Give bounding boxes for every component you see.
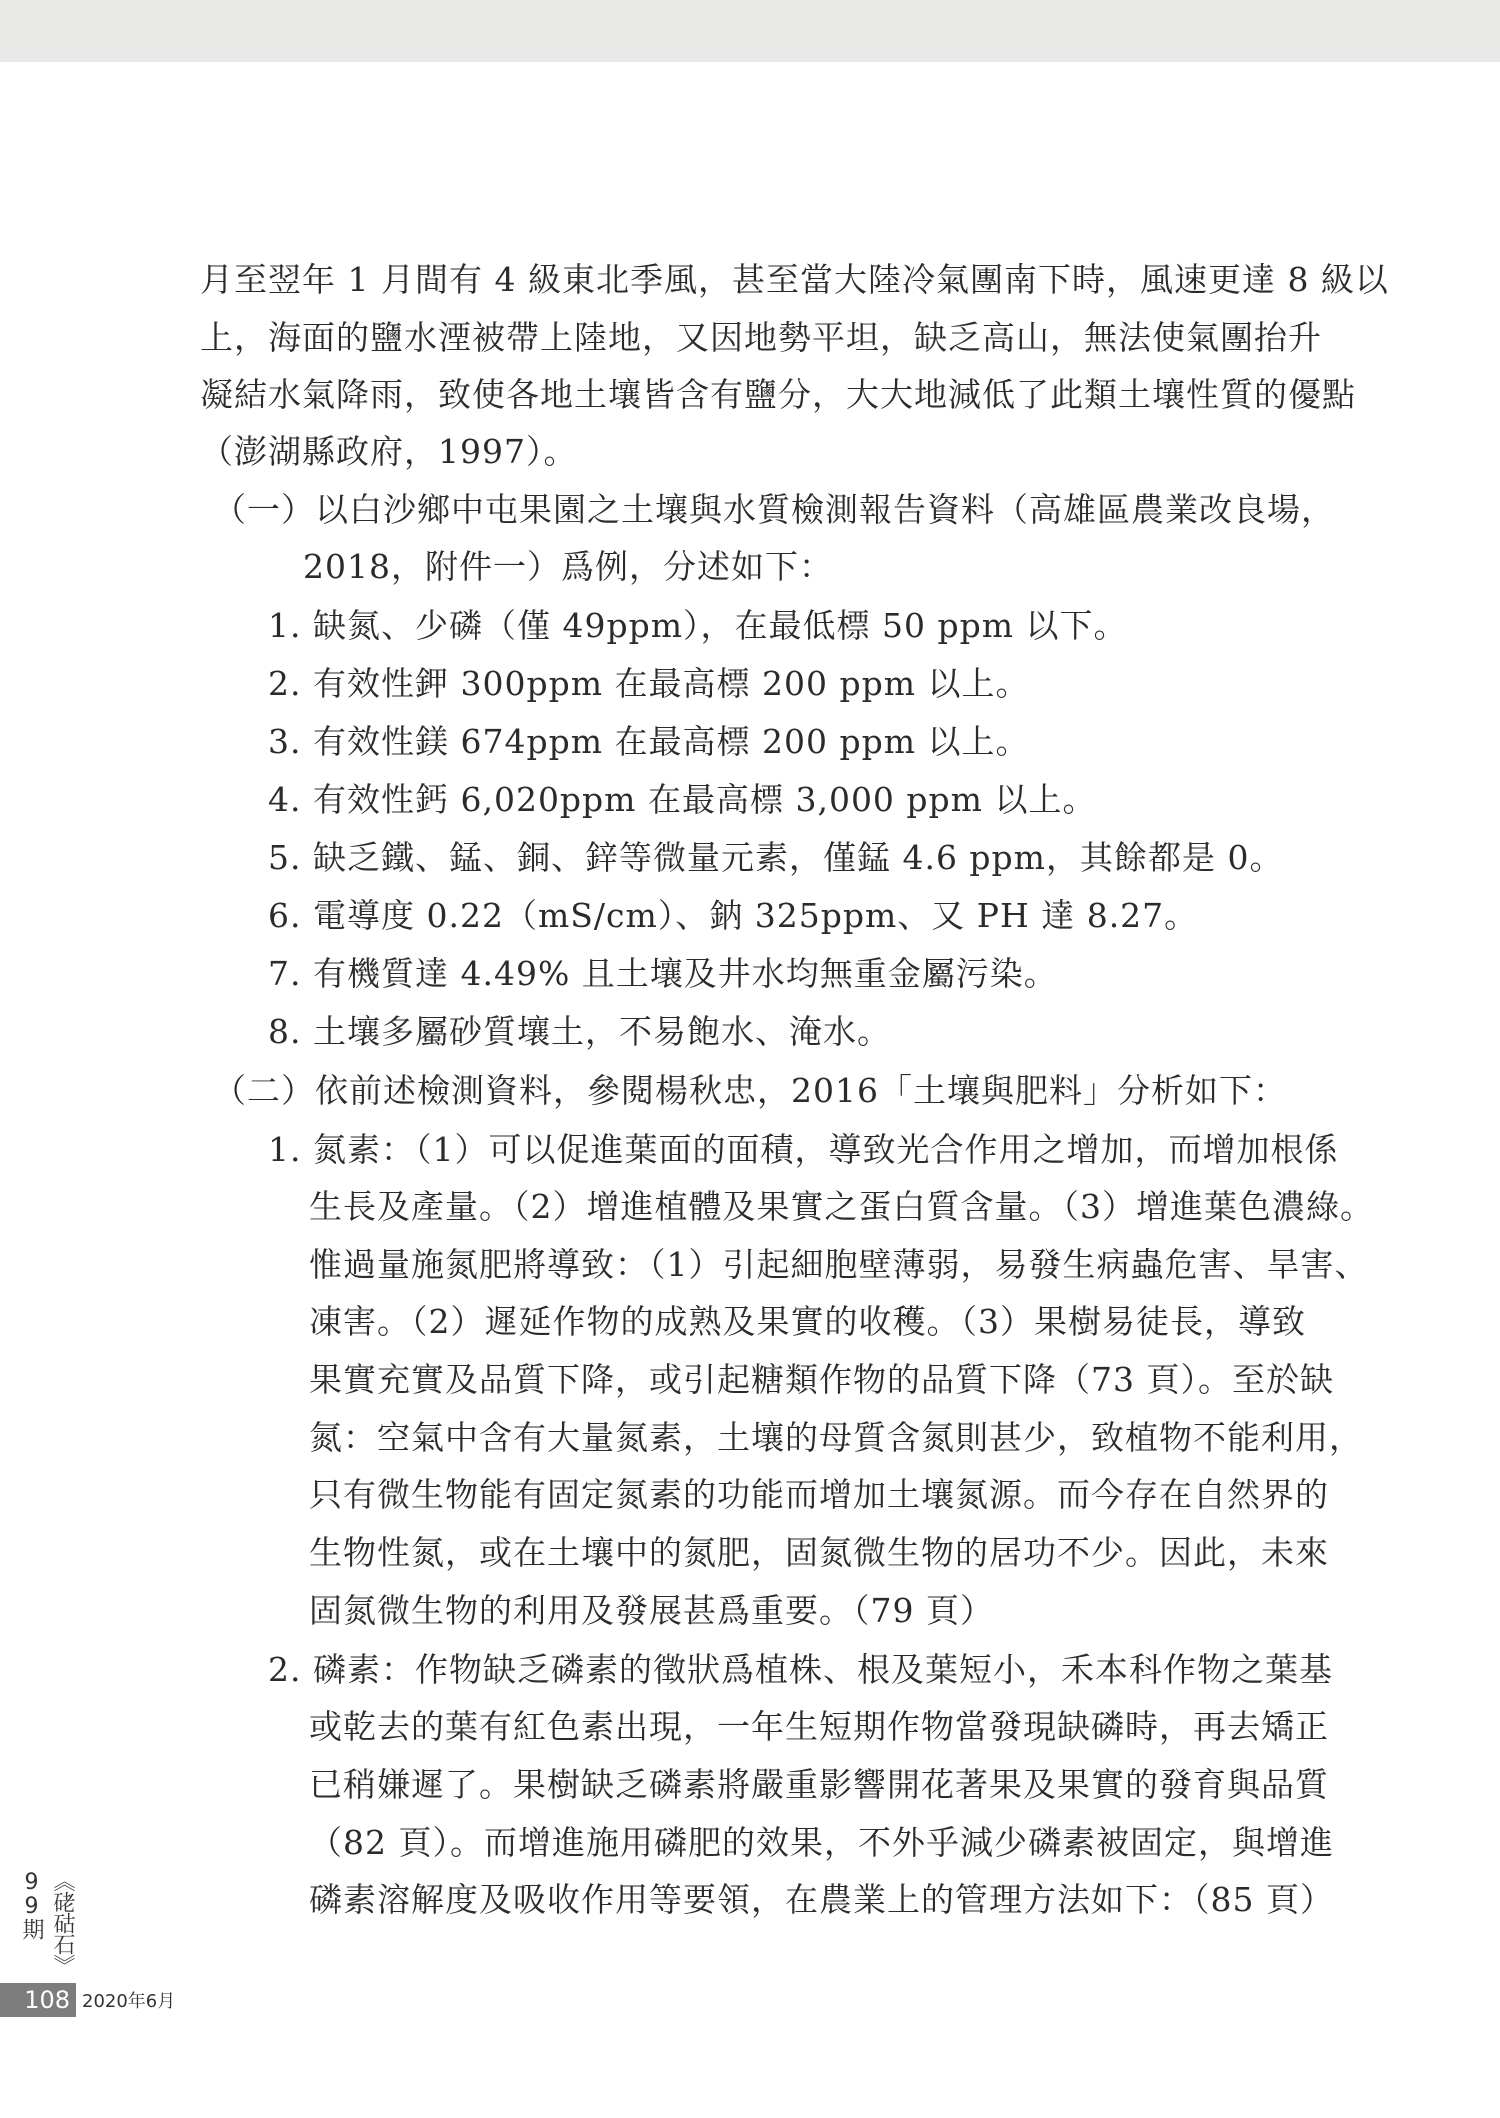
list-item-cont: 生物性氮，或在土壤中的氮肥，固氮微生物的居功不少。因此，未來 bbox=[309, 1533, 1329, 1572]
list-item: 8. 土壤多屬砂質壤土，不易飽水、淹水。 bbox=[268, 1012, 891, 1051]
list-item-cont: 生長及產量。（2）增進植體及果實之蛋白質含量。（3）增進葉色濃綠。 bbox=[309, 1187, 1374, 1226]
section-heading-2: （二）依前述檢測資料，參閱楊秋忠，2016「土壤與肥料」分析如下： bbox=[213, 1071, 1287, 1110]
paragraph-line: 月至翌年 1 月間有 4 級東北季風，甚至當大陸冷氣團南下時，風速更達 8 級以 bbox=[200, 260, 1389, 299]
list-item: 3. 有效性鎂 674ppm 在最高標 200 ppm 以上。 bbox=[268, 722, 1030, 761]
list-item: 5. 缺乏鐵、錳、銅、鋅等微量元素，僅錳 4.6 ppm，其餘都是 0。 bbox=[268, 838, 1284, 877]
list-item: 1. 氮素：（1）可以促進葉面的面積，導致光合作用之增加，而增加根係 bbox=[268, 1130, 1339, 1169]
list-item: 1. 缺氮、少磷（僅 49ppm），在最低標 50 ppm 以下。 bbox=[268, 606, 1128, 645]
list-item: 7. 有機質達 4.49% 且土壤及井水均無重金屬污染。 bbox=[268, 954, 1058, 993]
issue-date: 2020年6月 bbox=[82, 1991, 176, 2012]
list-item: 2. 磷素：作物缺乏磷素的徵狀爲植株、根及葉短小，禾本科作物之葉基 bbox=[268, 1650, 1333, 1689]
list-item: 4. 有效性鈣 6,020ppm 在最高標 3,000 ppm 以上。 bbox=[268, 780, 1097, 819]
list-item-cont: 固氮微生物的利用及發展甚爲重要。（79 頁） bbox=[309, 1591, 994, 1630]
list-item-cont: 氮：空氣中含有大量氮素，土壤的母質含氮則甚少，致植物不能利用， bbox=[309, 1418, 1363, 1457]
list-item-cont: 已稍嫌遲了。果樹缺乏磷素將嚴重影響開花著果及果實的發育與品質 bbox=[309, 1765, 1329, 1804]
page-footer bbox=[0, 1983, 175, 2017]
list-item-cont: 果實充實及品質下降，或引起糖類作物的品質下降（73 頁）。至於缺 bbox=[309, 1360, 1334, 1399]
page-number: 108 bbox=[0, 1983, 76, 2017]
journal-issue-vertical: 《硓𥑮石》99期 bbox=[19, 1870, 75, 1964]
list-item-cont: （82 頁）。而增進施用磷肥的效果，不外乎減少磷素被固定，與增進 bbox=[309, 1823, 1334, 1862]
list-item: 6. 電導度 0.22（mS/cm）、鈉 325ppm、又 PH 達 8.27。 bbox=[268, 896, 1199, 935]
list-item-cont: 磷素溶解度及吸收作用等要領，在農業上的管理方法如下：（85 頁） bbox=[309, 1880, 1334, 1919]
paragraph-line: 凝結水氣降雨，致使各地土壤皆含有鹽分，大大地減低了此類土壤性質的優點 bbox=[200, 375, 1356, 414]
list-item-cont: 惟過量施氮肥將導致：（1）引起細胞壁薄弱，易發生病蟲危害、旱害、 bbox=[309, 1245, 1369, 1284]
list-item: 2. 有效性鉀 300ppm 在最高標 200 ppm 以上。 bbox=[268, 664, 1030, 703]
paragraph-line: 上，海面的鹽水湮被帶上陸地，又因地勢平坦，缺乏高山，無法使氣團抬升 bbox=[200, 318, 1322, 357]
section-heading-1-cont: 2018，附件一）爲例，分述如下： bbox=[303, 547, 833, 586]
list-item-cont: 凍害。（2）遲延作物的成熟及果實的收穫。（3）果樹易徒長，導致 bbox=[309, 1302, 1306, 1341]
section-heading-1: （一）以白沙鄉中屯果園之土壤與水質檢測報告資料（高雄區農業改良場， bbox=[213, 490, 1335, 529]
paragraph-line: （澎湖縣政府，1997）。 bbox=[200, 432, 578, 471]
list-item-cont: 只有微生物能有固定氮素的功能而增加土壤氮源。而今存在自然界的 bbox=[309, 1475, 1329, 1514]
list-item-cont: 或乾去的葉有紅色素出現，一年生短期作物當發現缺磷時，再去矯正 bbox=[309, 1707, 1329, 1746]
